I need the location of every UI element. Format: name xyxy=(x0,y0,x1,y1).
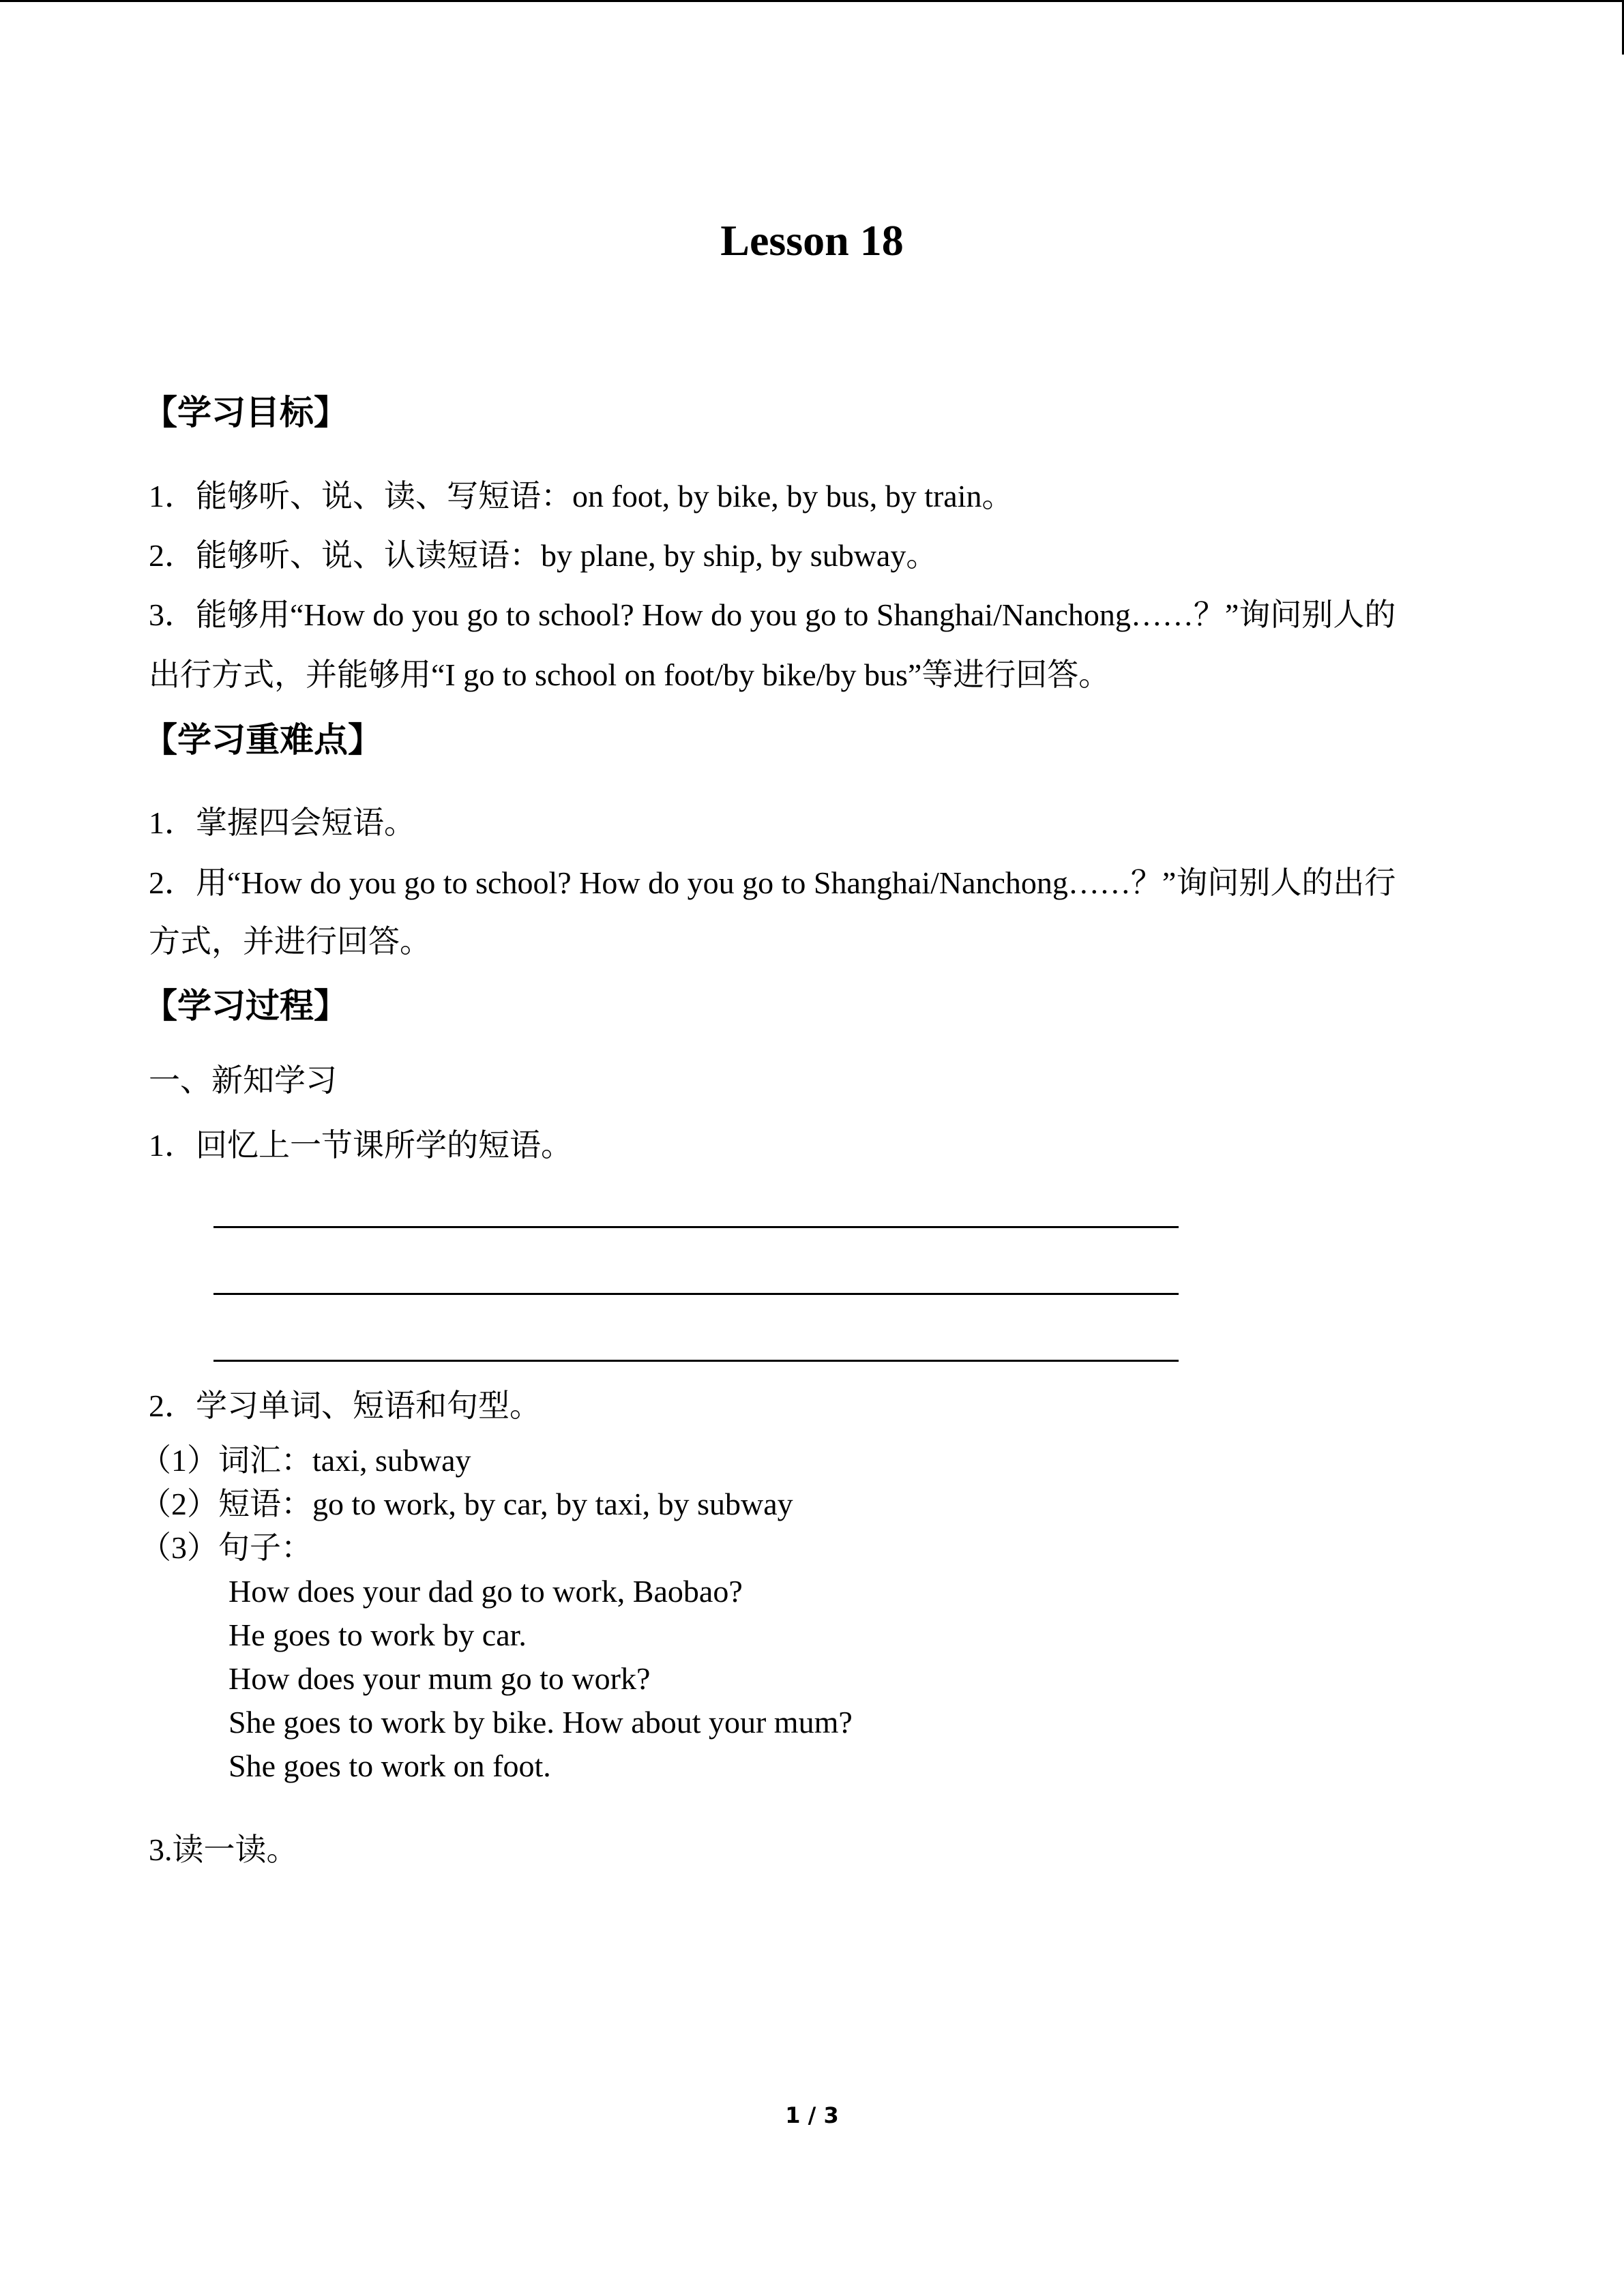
key-point-1: 1．掌握四会短语。 xyxy=(149,805,415,840)
page-number: 1 / 3 xyxy=(785,2102,839,2128)
page-top-border xyxy=(0,0,1624,2)
step-2: 2．学习单词、短语和句型。 xyxy=(149,1388,541,1423)
key-point-2-continued: 方式，并进行回答。 xyxy=(149,924,431,959)
step-1: 1．回忆上一节课所学的短语。 xyxy=(149,1128,572,1163)
sentence-2: He goes to work by car. xyxy=(228,1617,527,1652)
goal-3-continued: 出行方式，并能够用“I go to school on foot/by bike/by bus”等进行回答。 xyxy=(149,657,1110,692)
key-point-2: 2．用“How do you go to school? How do you go to Shanghai/Nanchong……？”询问别人的出行 xyxy=(149,865,1396,900)
process-heading: 【学习过程】 xyxy=(143,986,348,1026)
sentence-1: How does your dad go to work, Baobao? xyxy=(228,1574,743,1609)
goals-heading: 【学习目标】 xyxy=(143,393,348,432)
vocab-line: （1）词汇：taxi, subway xyxy=(140,1443,471,1478)
page-title: Lesson 18 xyxy=(720,216,904,265)
sentence-3: How does your mum go to work? xyxy=(228,1661,651,1696)
answer-line-1[interactable] xyxy=(213,1226,1179,1228)
answer-line-3[interactable] xyxy=(213,1360,1179,1362)
sentences-label: （3）句子： xyxy=(140,1530,312,1565)
sentence-5: She goes to work on foot. xyxy=(228,1748,551,1783)
sentence-4: She goes to work by bike. How about your mum? xyxy=(228,1705,853,1740)
phrases-line: （2）短语：go to work, by car, by taxi, by subway xyxy=(140,1487,793,1521)
process-subheading: 一、新知学习 xyxy=(149,1063,337,1098)
key-points-heading: 【学习重难点】 xyxy=(143,720,382,760)
goal-1: 1．能够听、说、读、写短语：on foot, by bike, by bus, by train。 xyxy=(149,479,1014,513)
goal-3: 3．能够用“How do you go to school? How do you go to Shanghai/Nanchong……？”询问别人的 xyxy=(149,597,1396,632)
goal-2: 2．能够听、说、认读短语：by plane, by ship, by subway。 xyxy=(149,538,938,573)
step-3: 3.读一读。 xyxy=(149,1832,298,1867)
answer-line-2[interactable] xyxy=(213,1293,1179,1295)
